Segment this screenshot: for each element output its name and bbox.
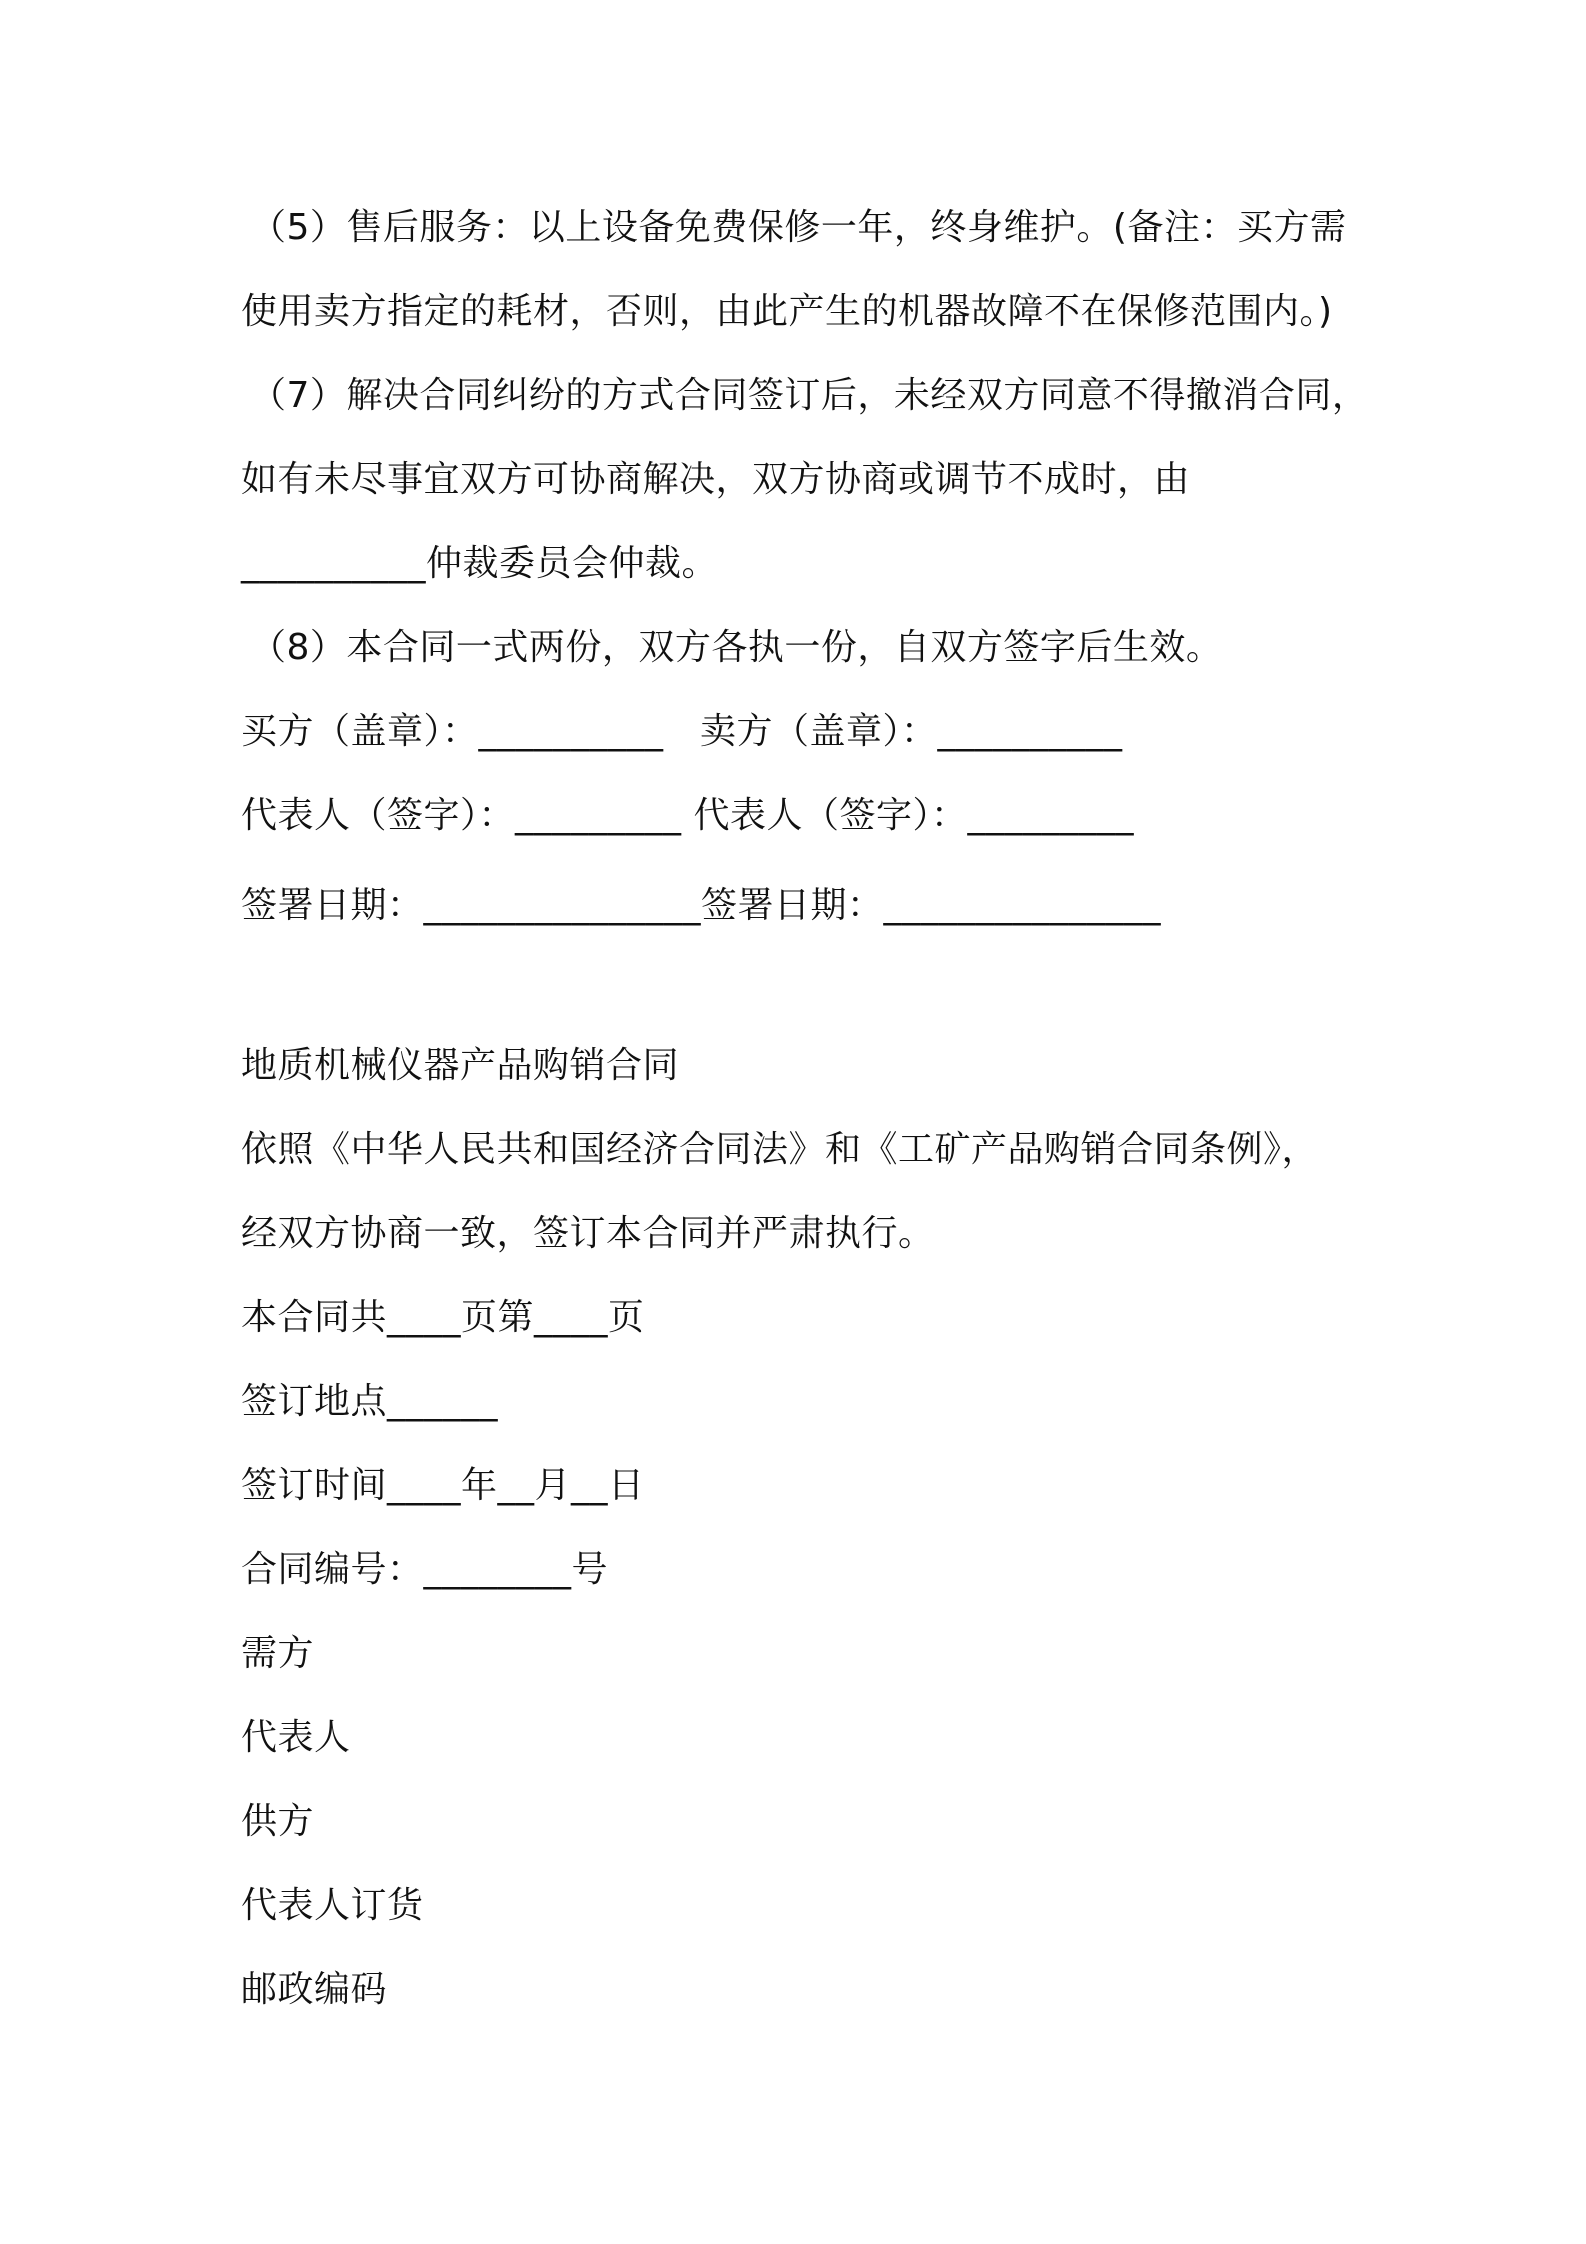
clause-8-line: （8）本合同一式两份，双方各执一份，自双方签字后生效。: [250, 627, 1223, 668]
supplier-representative-label: 代表人订货: [241, 1885, 424, 1926]
preamble-line-1: 依照《中华人民共和国经济合同法》和《工矿产品购销合同条例》，: [241, 1129, 1319, 1170]
buyer-representative-label: 代表人: [241, 1717, 351, 1758]
clause-7-line-3: __________仲裁委员会仲裁。: [241, 543, 719, 584]
preamble-line-2: 经双方协商一致，签订本合同并严肃执行。: [241, 1213, 935, 1254]
clause-7-line-1: （7）解决合同纠纷的方式合同签订后，未经双方同意不得撤消合同，: [250, 375, 1369, 416]
page-count-line: 本合同共____页第____页: [241, 1297, 645, 1338]
contract-title: 地质机械仪器产品购销合同: [241, 1045, 680, 1086]
sign-place-line: 签订地点______: [241, 1381, 499, 1422]
clause-5-line-2: 使用卖方指定的耗材，否则，由此产生的机器故障不在保修范围内。): [241, 291, 1333, 332]
sign-time-line: 签订时间____年__月__日: [241, 1465, 645, 1506]
seal-line: 买方（盖章）：__________ 卖方（盖章）：__________: [241, 711, 1123, 752]
signature-line: 代表人（签字）：_________ 代表人（签字）：_________: [241, 795, 1134, 836]
supplier-label: 供方: [241, 1801, 315, 1842]
buyer-label: 需方: [241, 1633, 315, 1674]
postal-code-label: 邮政编码: [241, 1969, 388, 2010]
clause-5-line-1: （5）售后服务：以上设备免费保修一年，终身维护。(备注：买方需: [250, 207, 1347, 248]
clause-7-line-2: 如有未尽事宜双方可协商解决，双方协商或调节不成时，由: [241, 459, 1191, 500]
sign-date-line: 签署日期：_______________签署日期：_______________: [241, 885, 1162, 926]
contract-number-line: 合同编号：________号: [241, 1549, 609, 1590]
